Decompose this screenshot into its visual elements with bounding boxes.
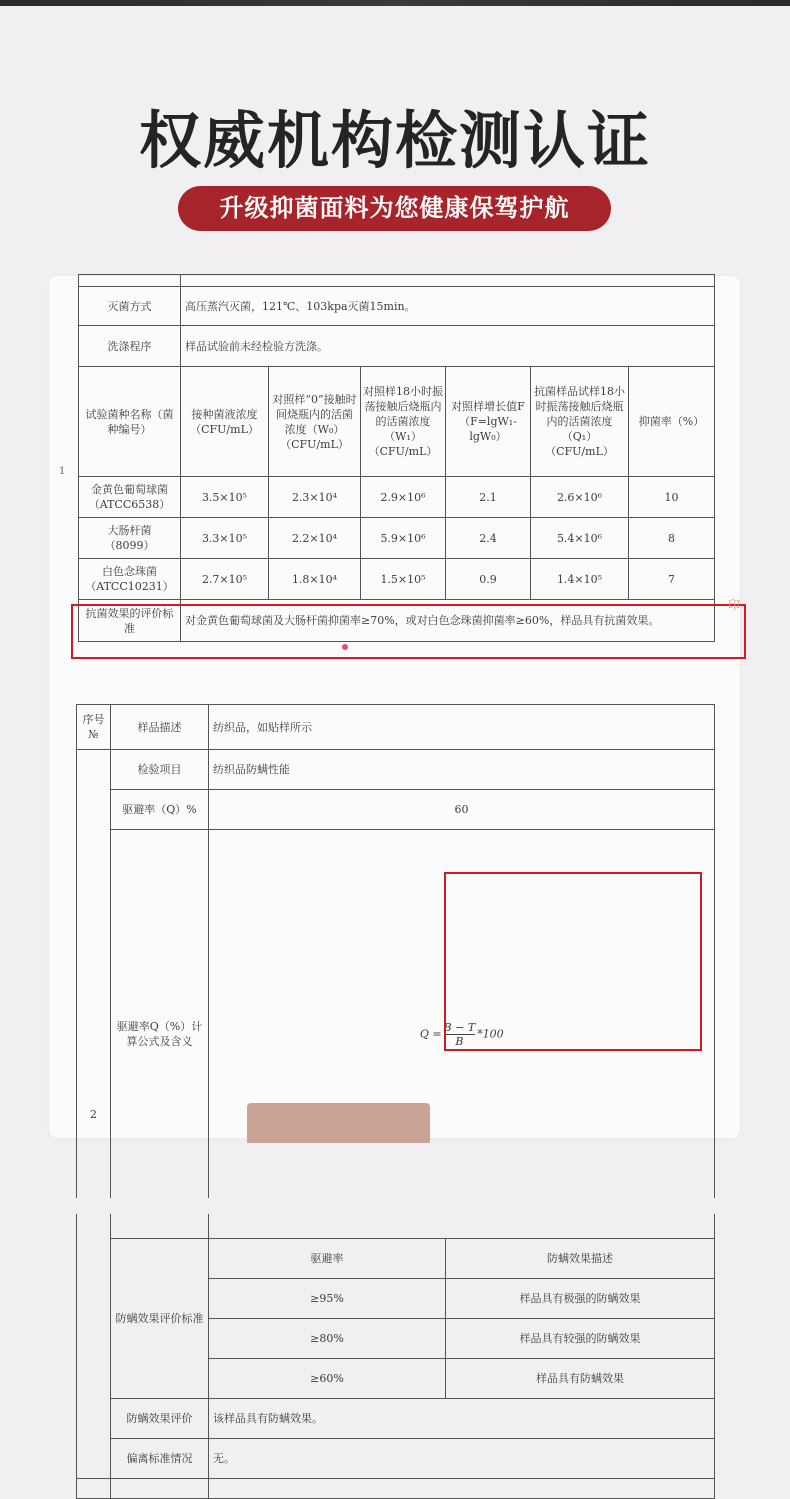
w1-cell: 5.9×10⁶ [361,518,446,559]
deviation-label: 偏离标准情况 [111,1439,209,1479]
eval-desc-cell: 样品具有较强的防螨效果 [446,1319,715,1359]
seq-header: 序号 № [77,705,111,750]
result-value: 该样品具有防螨效果。 [209,1399,715,1439]
q1-cell: 5.4×10⁶ [531,518,629,559]
w1-cell: 2.9×10⁶ [361,477,446,518]
item-label: 检验项目 [111,750,209,790]
f-cell: 0.9 [446,559,531,600]
sterilization-label: 灭菌方式 [79,287,181,326]
eval-rate-cell: ≥95% [209,1279,446,1319]
seal-edge: 印 [728,598,741,612]
header-inoculum: 接种菌液浓度（CFU/mL） [181,367,269,477]
eval-rate-cell: ≥80% [209,1319,446,1359]
deviation-value: 无。 [209,1439,715,1479]
header-strain: 试验菌种名称（菌种编号） [79,367,181,477]
report-row-number-1: 1 [59,466,66,477]
table-row [79,518,715,559]
repel-label: 驱避率（Q）% [111,790,209,830]
f-cell: 2.1 [446,477,531,518]
header-w1: 对照样18小时振荡接触后烧瓶内的活菌浓度（W₁）（CFU/mL） [361,367,446,477]
header-rate: 抑菌率（%） [629,367,715,477]
strain-cell: 金黄色葡萄球菌 （ATCC6538） [79,477,181,518]
sample-value: 纺织品，如贴样所示 [209,705,715,750]
w1-cell: 1.5×10⁵ [361,559,446,600]
header-q1: 抗菌样品试样18小时振荡接触后烧瓶内的活菌浓度（Q₁）（CFU/mL） [531,367,629,477]
w0-cell: 2.2×10⁴ [269,518,361,559]
antibacterial-criteria-highlight [71,604,746,659]
fabric-sample-swatch [247,1103,430,1143]
washing-label: 洗涤程序 [79,326,181,367]
result-label: 防螨效果评价 [111,1399,209,1439]
table-cell [79,275,181,287]
rate-cell: 8 [629,518,715,559]
rate-cell: 10 [629,477,715,518]
table-row [79,559,715,600]
inoculum-cell: 2.7×10⁵ [181,559,269,600]
strain-cell: 大肠杆菌 （8099） [79,518,181,559]
header-w0: 对照样“0”接触时间烧瓶内的活菌浓度（W₀）（CFU/mL） [269,367,361,477]
test-report-card [49,276,741,1465]
rate-cell: 7 [629,559,715,600]
antimite-table [76,704,715,1499]
item-value: 纺织品防螨性能 [209,750,715,790]
formula-label: 驱避率Q（%）计算公式及含义 [111,830,209,1239]
criteria-value: 对金黄色葡萄球菌及大肠杆菌抑菌率≥70%，或对白色念珠菌抑菌率≥60%，样品具有抗菌效果。 [181,600,715,642]
sterilization-value: 高压蒸汽灭菌，121℃、103kpa灭菌15min。 [181,287,715,326]
eval-desc-cell: 样品具有极强的防螨效果 [446,1279,715,1319]
washing-value: 样品试验前未经检验方洗涤。 [181,326,715,367]
header-f: 对照样增长值F（F=lgW₁-lgW₀） [446,367,531,477]
table-cell [111,1479,209,1499]
page-title: 权威机构检测认证 [138,104,651,177]
mite-effect-highlight [444,872,702,1051]
table-cell [209,1479,715,1499]
top-dark-bar [0,0,790,6]
w0-cell: 2.3×10⁴ [269,477,361,518]
formula: Q = $\frac{B - T}{B}$ *100 [419,1020,504,1048]
eval-header-rate: 驱避率 [209,1239,446,1279]
eval-header-desc: 防螨效果描述 [446,1239,715,1279]
eval-desc-cell: 样品具有防螨效果 [446,1359,715,1399]
repel-value: 60 [209,790,715,830]
table-cell [77,1479,111,1499]
strain-cell: 白色念珠菌 （ATCC10231） [79,559,181,600]
antibacterial-table [78,274,715,642]
w0-cell: 1.8×10⁴ [269,559,361,600]
f-cell: 2.4 [446,518,531,559]
subtitle-badge: 升级抑菌面料为您健康保驾护航 [178,186,611,231]
eval-rate-cell: ≥60% [209,1359,446,1399]
table-row [79,477,715,518]
report-row-number-2: 2 [77,750,111,1479]
page-footer-strip [0,1198,790,1214]
eval-label: 防螨效果评价标准 [111,1239,209,1399]
table-cell [181,275,715,287]
inoculum-cell: 3.3×10⁵ [181,518,269,559]
q1-cell: 1.4×10⁵ [531,559,629,600]
criteria-label: 抗菌效果的评价标准 [79,600,181,642]
inoculum-cell: 3.5×10⁵ [181,477,269,518]
sample-label: 样品描述 [111,705,209,750]
q1-cell: 2.6×10⁶ [531,477,629,518]
